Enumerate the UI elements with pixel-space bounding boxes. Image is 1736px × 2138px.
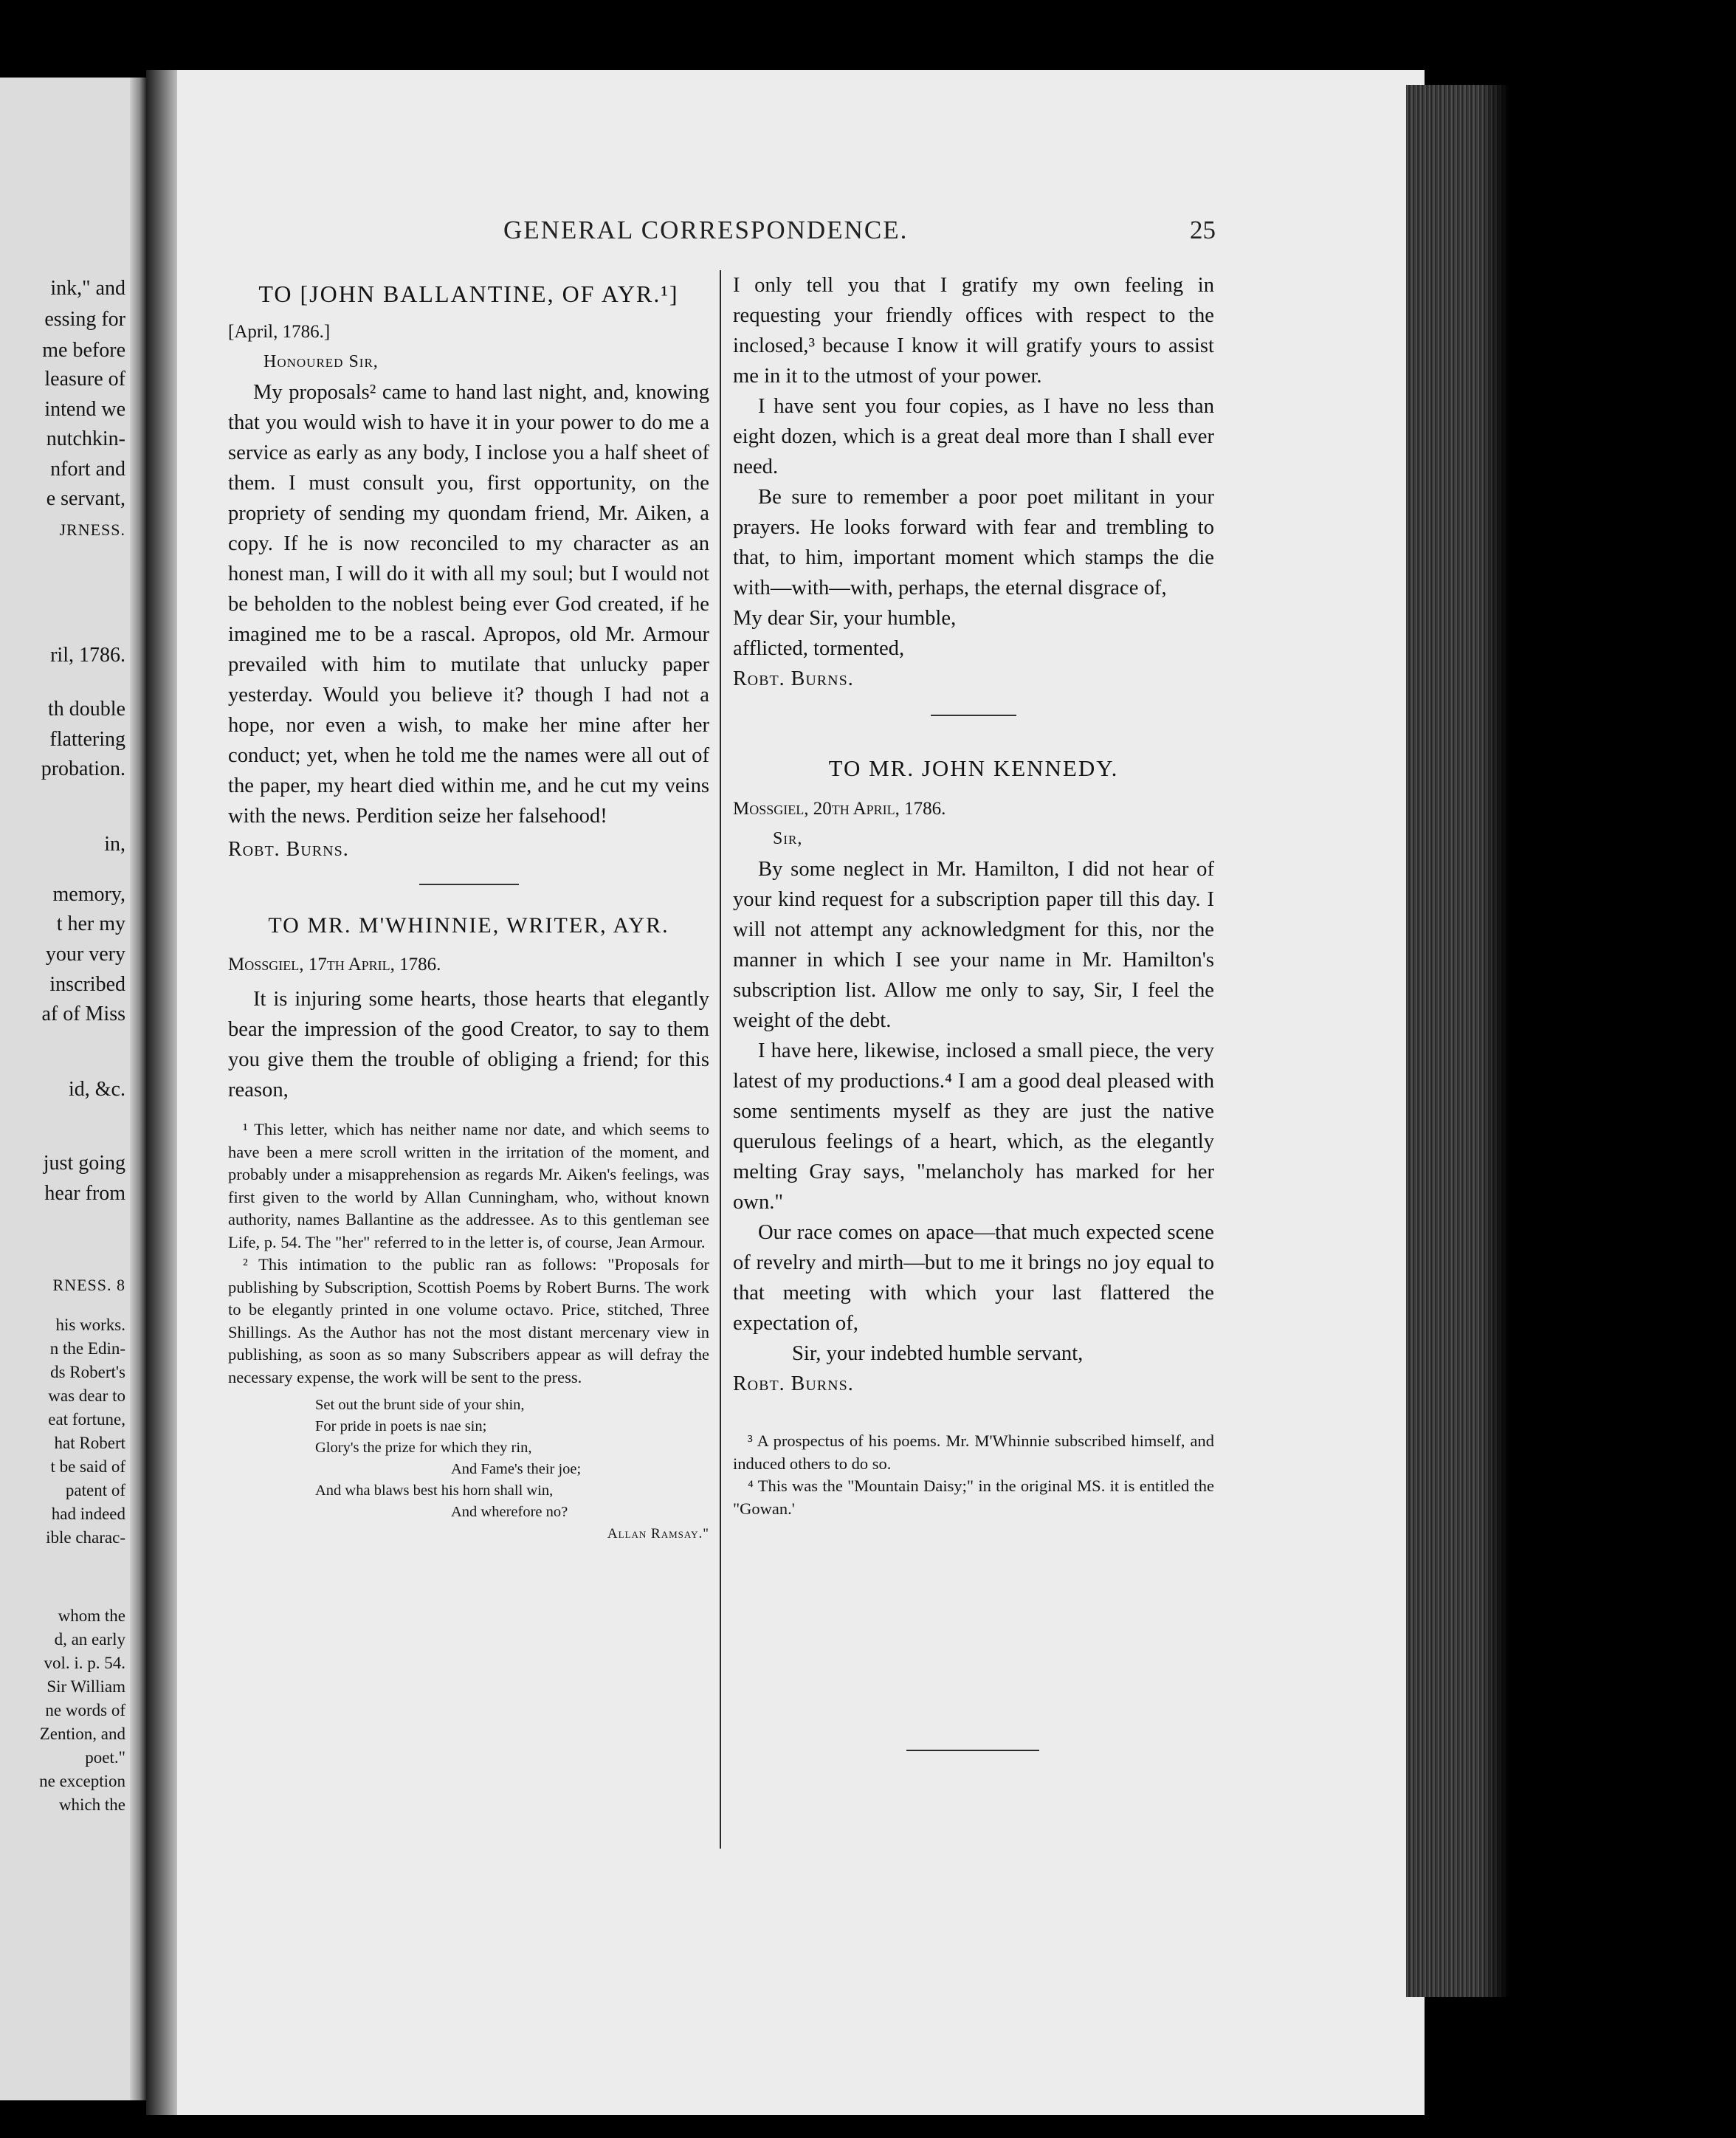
footnote: ³ A prospectus of his poems. Mr. M'Whinnie subscribed himself, and induced others to do so. xyxy=(733,1431,1214,1473)
facing-page-line: ne exception xyxy=(39,1772,125,1790)
right-column xyxy=(733,270,1214,1520)
facing-page-line: was dear to xyxy=(48,1386,125,1405)
facing-page xyxy=(0,78,146,2100)
salutation: Sir, xyxy=(773,829,803,848)
facing-page-line: t her my xyxy=(56,912,125,935)
facing-page-line: ds Robert's xyxy=(50,1363,125,1381)
closing: My dear Sir, your humble, xyxy=(733,607,957,630)
facing-page-line: whom the xyxy=(58,1606,125,1625)
facing-page-line: n the Edin- xyxy=(49,1339,125,1358)
poem-line: And Fame's their joe; xyxy=(451,1461,582,1477)
facing-page-line: hat Robert xyxy=(54,1434,125,1452)
book-gutter xyxy=(146,70,177,2115)
facing-page-line: Zention, and xyxy=(39,1725,125,1743)
letter-body: My proposals² came to hand last night, and, knowing that you would wish to have it in your power to do me a service as early as any body, I inclose you a half sheet of them. I must consult you, first opportunity, on the propriety of sending my quondam friend, Mr. Aiken, a copy. If he is now reconciled to my character as an honest man, I will do it with all my soul; but I would not be beholden to the noblest being ever God created, if he imagined me to be a rascal. Apropos, old Mr. Armour prevailed with him to mutilate that unlucky paper yesterday. Would you believe it? though I had not a hope, nor even a wish, to make her mine after her conduct; yet, when he told me the names were all out of the paper, my heart died within me, and he cut my veins with the news. Perdition seize her falsehood! xyxy=(228,381,709,828)
footnote: ¹ This letter, which has neither name nor date, and which seems to have been a mere scroll written in the irritation of the moment, and probably under a misapprehension as regards Mr. Aiken's feelings, was first given to the world by Allan Cunningham, who, without known authority, names Ballantine as the addressee. As to this gentleman see Life, p. 54. The "her" referred to in the letter is, of course, Jean Armour. xyxy=(228,1120,709,1251)
poem-attribution: Allan Ramsay." xyxy=(607,1526,709,1541)
poem-line: Glory's the prize for which they rin, xyxy=(315,1440,532,1456)
letter-body: It is injuring some hearts, those hearts that elegantly bear the impression of the good Creator, to say to them you give them the trouble of obliging a friend; for this reason, xyxy=(228,988,709,1101)
signature: Robt. Burns. xyxy=(228,838,349,861)
facing-page-line: in, xyxy=(104,833,125,856)
dateline: Mossgiel, 20th April, 1786. xyxy=(733,799,946,819)
facing-page-line: ink," and xyxy=(50,277,125,300)
facing-page-line: nutchkin- xyxy=(46,427,125,450)
facing-page-line: id, &c. xyxy=(69,1078,125,1101)
letter-body: By some neglect in Mr. Hamilton, I did not hear of your kind request for a subscription paper till this day. I will not attempt any acknowledgment for this, nor the manner in which I see your name in Mr. Hamilton's subscription list. Allow me only to say, Sir, I feel the weight of the debt. xyxy=(733,858,1214,1032)
facing-page-line: e servant, xyxy=(46,487,125,510)
facing-page-line: ril, 1786. xyxy=(50,644,125,667)
facing-page-line: just going xyxy=(43,1152,125,1175)
letter-body: I only tell you that I gratify my own feeling in requesting your friendly offices with respect to the inclosed,³ because I know it will gratify yours to assist me in it to the utmost of your power. xyxy=(733,274,1214,388)
facing-page-line: had indeed xyxy=(51,1505,125,1523)
facing-page-line: ne words of xyxy=(45,1701,125,1719)
facing-page-line: JRNESS. xyxy=(59,520,125,539)
salutation: Honoured Sir, xyxy=(264,352,379,371)
page-edges xyxy=(1406,85,1509,1997)
footnote: ² This intimation to the public ran as follows: "Proposals for publishing by Subscription, Scottish Poems by Robert Burns. The work to be elegantly printed in one volume octavo. Price, stitched, Three Shillings. As the Author has not the most distant mercenary view in publishing, as soon as so many Subscribers appear as will defray the necessary expense, the work will be sent to the press. xyxy=(228,1255,709,1386)
facing-page-line: af of Miss xyxy=(41,1003,125,1025)
facing-page-line: eat fortune, xyxy=(48,1410,125,1429)
closing: Sir, your indebted humble servant, xyxy=(792,1342,1084,1365)
letter-body: I have here, likewise, inclosed a small piece, the very latest of my productions.⁴ I am a good deal pleased with some sentiments myself as they are just the native querulous feelings of a heart, which, as the elegantly melting Gray says, "melancholy has marked for her own." xyxy=(733,1039,1214,1214)
dateline: Mossgiel, 17th April, 1786. xyxy=(228,955,441,975)
running-head: GENERAL CORRESPONDENCE. xyxy=(503,216,909,244)
facing-page-line: t be said of xyxy=(50,1457,125,1476)
facing-page-line: intend we xyxy=(44,398,125,421)
facing-page-line: ible charac- xyxy=(46,1528,125,1547)
letter-title: TO [JOHN BALLANTINE, OF AYR.¹] xyxy=(258,281,679,307)
section-rule xyxy=(931,715,1016,716)
poem-line: Set out the brunt side of your shin, xyxy=(315,1397,525,1413)
facing-page-line: hear from xyxy=(44,1182,125,1205)
letter-body: Be sure to remember a poor poet militant in your prayers. He looks forward with fear and trembling to that, to him, important moment which stamps the die with—with—with, perhaps, the eternal disgrace of, xyxy=(733,486,1214,599)
closing: afflicted, tormented, xyxy=(733,637,905,660)
poem-line: For pride in poets is nae sin; xyxy=(315,1418,487,1434)
facing-page-line: th double xyxy=(48,698,125,721)
facing-page-line: probation. xyxy=(41,757,125,780)
signature: Robt. Burns. xyxy=(733,1372,854,1395)
facing-page-line: his works. xyxy=(55,1316,125,1334)
poem-line: And wherefore no? xyxy=(451,1504,568,1520)
facing-page-line: memory, xyxy=(52,883,125,906)
page-curve-shadow xyxy=(130,78,146,2100)
section-rule xyxy=(906,1750,1039,1751)
page-number: 25 xyxy=(1190,216,1216,244)
facing-page-line: which the xyxy=(58,1795,125,1814)
facing-page-line: nfort and xyxy=(50,458,125,481)
facing-page-line: Sir William xyxy=(46,1677,125,1696)
footnotes xyxy=(733,1430,1214,1520)
letter-title: TO MR. JOHN KENNEDY. xyxy=(828,755,1119,781)
footnotes xyxy=(228,1118,709,1389)
facing-page-line: me before xyxy=(42,339,125,362)
quoted-poem xyxy=(315,1395,709,1544)
column-divider xyxy=(720,270,721,1849)
facing-page-line: flattering xyxy=(49,728,125,751)
facing-page-line: patent of xyxy=(65,1481,125,1499)
facing-page-line: your very xyxy=(45,943,125,966)
facing-page-line: RNESS. 8 xyxy=(52,1276,125,1294)
letter-body: I have sent you four copies, as I have no less than eight dozen, which is a great deal more than I shall ever need. xyxy=(733,395,1214,478)
facing-page-line: leasure of xyxy=(44,368,125,391)
section-rule xyxy=(419,884,519,885)
facing-page-line: poet." xyxy=(85,1748,125,1767)
signature: Robt. Burns. xyxy=(733,667,854,690)
letter-title: TO MR. M'WHINNIE, WRITER, AYR. xyxy=(268,913,669,938)
facing-page-line: essing for xyxy=(44,308,125,331)
facing-page-line: inscribed xyxy=(49,973,125,996)
facing-page-line: d, an early xyxy=(54,1630,125,1649)
footnote: ⁴ This was the "Mountain Daisy;" in the original MS. it is entitled the "Gowan.' xyxy=(733,1477,1214,1518)
letter-body: Our race comes on apace—that much expected scene of revelry and mirth—but to me it brings no joy equal to that meeting with which your last flattered the expectation of, xyxy=(733,1221,1214,1335)
left-column xyxy=(228,279,709,1544)
poem-line: And wha blaws best his horn shall win, xyxy=(315,1482,554,1499)
facing-page-line: vol. i. p. 54. xyxy=(44,1654,125,1672)
dateline: [April, 1786.] xyxy=(228,322,331,342)
